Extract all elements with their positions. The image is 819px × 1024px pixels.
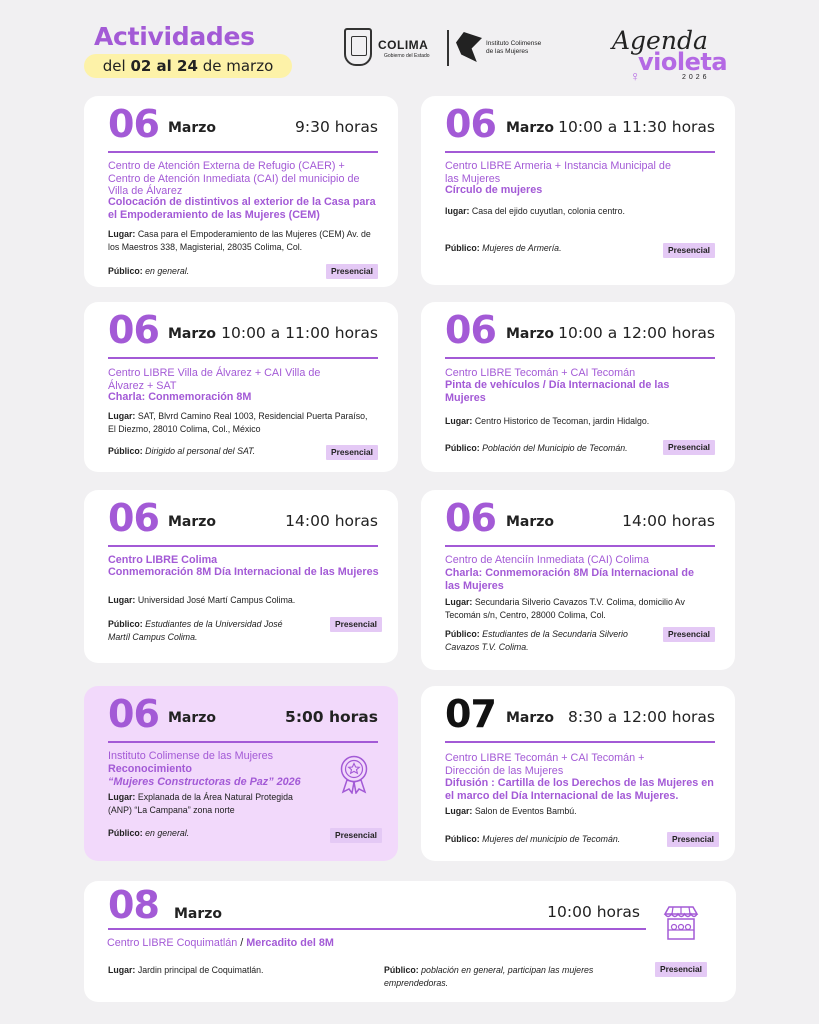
- event-public: Público: en general.: [108, 266, 190, 276]
- event-place: Lugar: Secundaria Silverio Cavazos T.V. Colima, domicilio Av Tecomán s/n, Centro, 28000 Colima, Col.: [445, 597, 685, 620]
- divider: [108, 741, 378, 743]
- event-month: Marzo: [506, 710, 555, 726]
- event-time: 10:00 a 11:00 horas: [221, 324, 378, 342]
- event-day: 06: [108, 496, 159, 540]
- event-public: Público: Dirigido al personal del SAT.: [108, 446, 256, 456]
- event-organizer: Centro LIBRE Coquimatlán / Mercadito del 8M: [107, 937, 334, 949]
- event-month: Marzo: [506, 326, 555, 342]
- event-subject: Círculo de mujeres: [445, 184, 543, 196]
- divider: [445, 545, 715, 547]
- event-time: 14:00 horas: [622, 512, 715, 530]
- colima-government-logo: COLIMA Gobierno del Estado: [344, 28, 440, 70]
- event-card-wide: [84, 881, 736, 1002]
- event-public: Público: Mujeres de Armería.: [445, 243, 562, 253]
- mode-badge: Presencial: [326, 264, 378, 279]
- event-place: Lugar: Universidad José Martí Campus Colima.: [108, 595, 296, 605]
- mode-badge: Presencial: [667, 832, 719, 847]
- event-place: Lugar: SAT, Blvrd Camino Real 1003, Residencial Puerta Paraíso, El Diezmo, 28010 Colima, Col., México: [108, 411, 368, 434]
- event-month: Marzo: [168, 326, 217, 342]
- date-range: del 02 al 24 de marzo: [84, 54, 292, 78]
- event-month: Marzo: [506, 514, 555, 530]
- event-organizer: Centro de Atenciín Inmediata (CAI) Colima: [445, 554, 650, 566]
- event-day: 06: [445, 496, 496, 540]
- mode-badge: Presencial: [330, 828, 382, 843]
- divider: [445, 151, 715, 153]
- event-time: 10:00 a 12:00 horas: [558, 324, 715, 342]
- event-card: [84, 302, 398, 472]
- event-month: Marzo: [174, 906, 223, 922]
- event-place: Lugar: Centro Historico de Tecoman, jardin Hidalgo.: [445, 416, 650, 426]
- event-card: [421, 490, 735, 670]
- event-time: 10:00 a 11:30 horas: [558, 118, 715, 136]
- mode-badge: Presencial: [655, 962, 707, 977]
- event-organizer: Centro LIBRE Villa de Álvarez + CAI Villa de Álvarez + SAT: [108, 367, 321, 392]
- event-day: 06: [108, 692, 159, 736]
- divider: [108, 928, 646, 930]
- colima-crest-icon: [344, 28, 372, 66]
- divider: [108, 151, 378, 153]
- agenda-violeta-logo: Agenda violeta ♀ 2026: [612, 26, 728, 84]
- event-day: 06: [445, 308, 496, 352]
- event-public: Público: Estudiantes de la Universidad José Martíl Campus Colima.: [108, 619, 283, 642]
- mode-badge: Presencial: [663, 440, 715, 455]
- event-month: Marzo: [168, 514, 217, 530]
- event-subject: Reconocimiento “Mujeres Constructoras de Paz” 2026: [108, 763, 301, 788]
- event-card: [421, 686, 735, 861]
- icm-mark-icon: [456, 32, 482, 62]
- event-time: 8:30 a 12:00 horas: [567, 708, 715, 726]
- event-organizer: Centro LIBRE Colima: [108, 554, 218, 566]
- event-card: [421, 96, 735, 285]
- event-subject: Charla: Conmemoración 8M: [108, 391, 252, 403]
- event-organizer: Centro LIBRE Tecomán + CAI Tecomán + Dirección de las Mujeres: [445, 752, 645, 777]
- event-organizer: Centro LIBRE Tecomán + CAI Tecomán: [445, 367, 636, 379]
- event-public: Público: población en general, participan las mujeres emprendedoras.: [384, 965, 594, 988]
- event-time: 14:00 horas: [285, 512, 378, 530]
- event-subject: Charla: Conmemoración 8M Día Internacional de las Mujeres: [445, 567, 694, 592]
- mode-badge: Presencial: [663, 243, 715, 258]
- divider: [445, 741, 715, 743]
- mode-badge: Presencial: [330, 617, 382, 632]
- event-time: 10:00 horas: [547, 903, 640, 921]
- event-card: [84, 96, 398, 287]
- event-day: 08: [108, 883, 159, 927]
- event-month: Marzo: [506, 120, 555, 136]
- logo-divider: [447, 30, 449, 66]
- event-time: 9:30 horas: [295, 118, 378, 136]
- event-place: Lugar: Casa para el Empoderamiento de las Mujeres (CEM) Av. de los Maestros 338, Magisterial, 28035 Colima, Col.: [108, 229, 371, 252]
- page-title: Actividades: [94, 22, 255, 51]
- event-card: [421, 302, 735, 472]
- event-public: Público: Estudiantes de la Secundaria Silverio Cavazos T.V. Colima.: [445, 629, 628, 652]
- divider: [445, 357, 715, 359]
- event-subject: Colocación de distintivos al exterior de la Casa para el Empoderamiento de las Mujeres (CEM): [108, 196, 376, 221]
- event-organizer: Instituto Colimense de las Mujeres: [108, 750, 274, 762]
- event-time: 5:00 horas: [285, 708, 378, 726]
- event-day: 07: [445, 692, 496, 736]
- divider: [108, 545, 378, 547]
- event-public: Público: Mujeres del municipio de Tecomán.: [445, 834, 621, 844]
- event-subject: Difusión : Cartilla de los Derechos de las Mujeres en el marco del Día Internacional de las Mujeres.: [445, 777, 714, 802]
- event-subject: Pinta de vehículos / Día Internacional de las Mujeres: [445, 379, 670, 404]
- event-day: 06: [108, 308, 159, 352]
- event-public: Público: Población del Municipio de Tecomán.: [445, 443, 628, 453]
- mode-badge: Presencial: [326, 445, 378, 460]
- event-month: Marzo: [168, 120, 217, 136]
- event-card: [84, 490, 398, 663]
- event-month: Marzo: [168, 710, 217, 726]
- icm-logo: Instituto Colimense de las Mujeres: [456, 30, 556, 66]
- event-place: Lugar: Jardin principal de Coquimatlán.: [108, 965, 264, 975]
- event-day: 06: [445, 102, 496, 146]
- event-organizer: Centro LIBRE Armeria + Instancia Municipal de las Mujeres: [445, 160, 671, 185]
- event-place: lugar: Casa del ejido cuyutlan, colonia centro.: [445, 206, 625, 216]
- venus-symbol-icon: ♀: [630, 68, 641, 84]
- event-day: 06: [108, 102, 159, 146]
- event-place: Lugar: Explanada de la Área Natural Protegida (ANP) “La Campana” zona norte: [108, 792, 293, 815]
- event-public: Público: en general.: [108, 828, 190, 838]
- divider: [108, 357, 378, 359]
- award-badge-icon: [338, 754, 370, 794]
- market-stall-icon: [662, 905, 700, 941]
- mode-badge: Presencial: [663, 627, 715, 642]
- event-subject: Conmemoración 8M Día Internacional de las Mujeres: [108, 566, 379, 578]
- event-place: Lugar: Salon de Eventos Bambú.: [445, 806, 577, 816]
- event-organizer: Centro de Atención Externa de Refugio (CAER) + Centro de Atención Inmediata (CAI) del municipio de Villa de Álvarez: [108, 160, 360, 197]
